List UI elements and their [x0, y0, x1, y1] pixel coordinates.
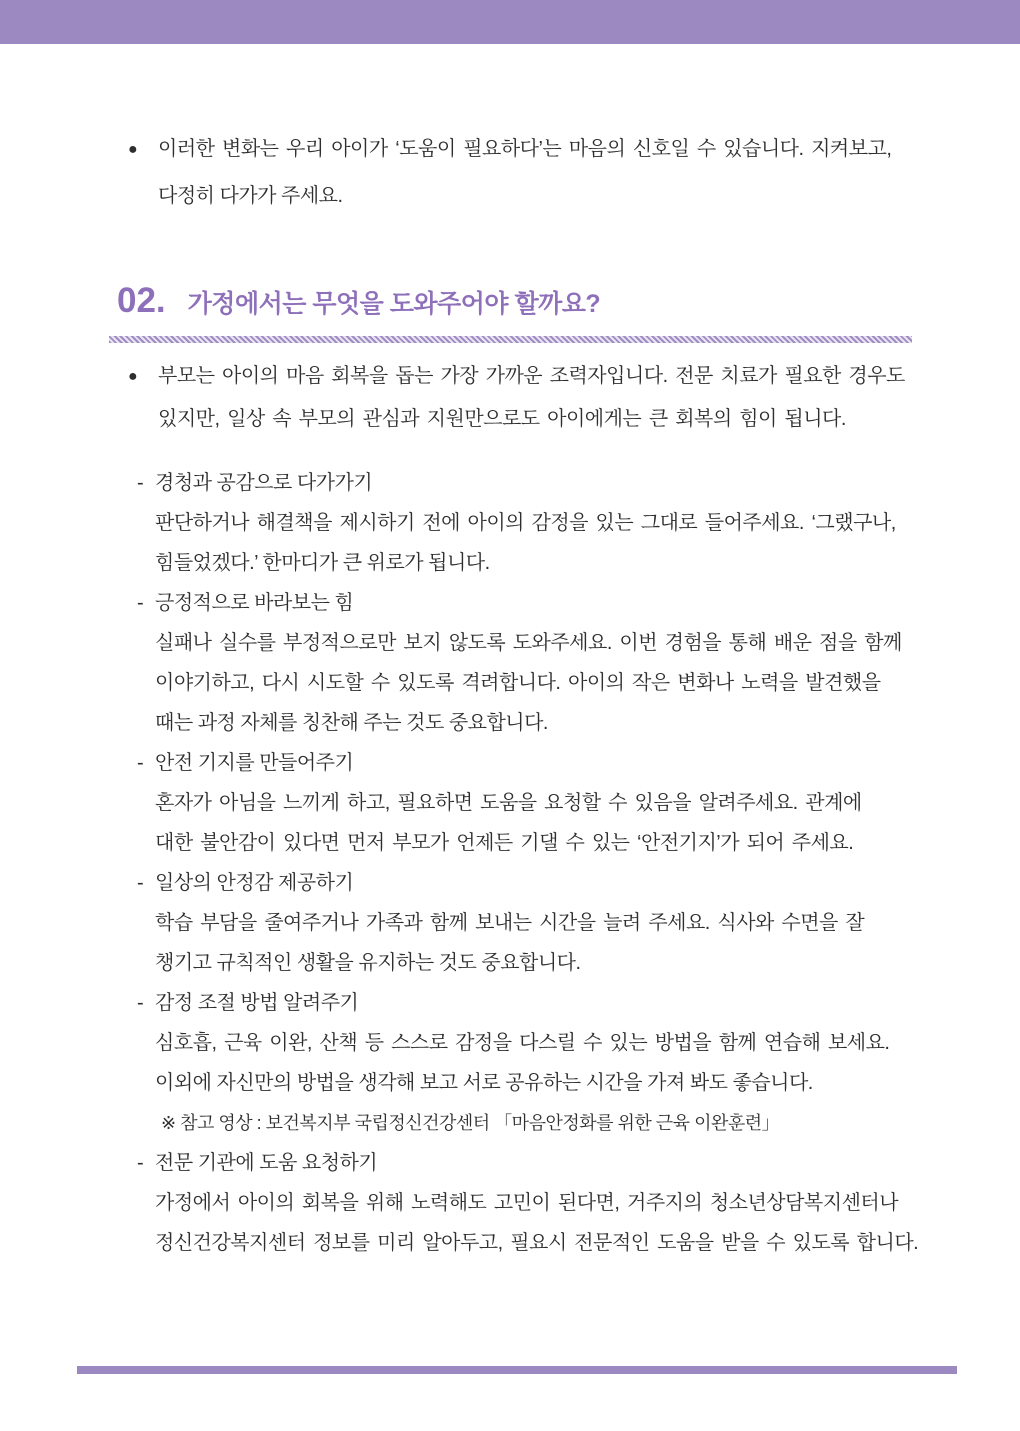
text-line: 챙기고 규칙적인 생활을 유지하는 것도 중요합니다. [155, 952, 581, 974]
top-accent-bar [0, 0, 1020, 44]
reference-note: ※ 참고 영상 : 보건복지부 국립정신건강센터 「마음안정화를 위한 근육 이완훈련」 [161, 1113, 780, 1133]
tip-title-text: 안전 기지를 만들어주기 [155, 752, 354, 774]
dash-icon: - [137, 472, 144, 494]
lead-text-line-2: 있지만, 일상 속 부모의 관심과 지원만으로도 아이에게는 큰 회복의 힘이 됩니다. [158, 408, 846, 430]
section-number: 02. [117, 281, 166, 320]
tip-title [137, 983, 918, 1023]
dash-icon: - [137, 872, 144, 894]
section-title: 가정에서는 무엇을 도와주어야 할까요? [187, 290, 601, 318]
bullet-icon: ● [128, 141, 138, 158]
intro-paragraph [128, 126, 891, 219]
tip-title-text: 전문 기관에 도움 요청하기 [155, 1152, 378, 1174]
text-line: 이외에 자신만의 방법을 생각해 보고 서로 공유하는 시간을 가져 봐도 좋습니다. [155, 1072, 813, 1094]
text-line: 판단하거나 해결책을 제시하기 전에 아이의 감정을 있는 그대로 들어주세요. ‘그랬구나, [155, 512, 896, 534]
text-line: 학습 부담을 줄여주거나 가족과 함께 보내는 시간을 늘려 주세요. 식사와 수면을 잘 [155, 912, 865, 934]
tip-title [137, 463, 918, 503]
dash-icon: - [137, 1152, 144, 1174]
lead-paragraph [128, 355, 905, 440]
text-line: 힘들었겠다.’ 한마디가 큰 위로가 됩니다. [155, 552, 490, 574]
tips-list [137, 463, 918, 1263]
text-line [128, 126, 891, 173]
text-line: 실패나 실수를 부정적으로만 보지 않도록 도와주세요. 이번 경험을 통해 배운 점을 함께 [155, 632, 902, 654]
text-line: 대한 불안감이 있다면 먼저 부모가 언제든 기댈 수 있는 ‘안전기지’가 되어 주세요. [155, 832, 854, 854]
bullet-icon: ● [128, 368, 138, 385]
section-underline [109, 336, 912, 343]
tip-title-text: 감정 조절 방법 알려주기 [155, 992, 359, 1014]
text-line: 가정에서 아이의 회복을 위해 노력해도 고민이 된다면, 거주지의 청소년상담복지센터나 [155, 1192, 899, 1214]
text-line [128, 355, 905, 398]
intro-text-line-1: 이러한 변화는 우리 아이가 ‘도움이 필요하다’는 마음의 신호일 수 있습니다. 지켜보고, [158, 138, 892, 160]
bottom-accent-rule [77, 1366, 957, 1374]
text-line: 이야기하고, 다시 시도할 수 있도록 격려합니다. 아이의 작은 변화나 노력을 발견했을 [155, 672, 881, 694]
tip-title [137, 1143, 918, 1183]
text-line: 심호흡, 근육 이완, 산책 등 스스로 감정을 다스릴 수 있는 방법을 함께 연습해 보세요. [155, 1032, 890, 1054]
section-heading [117, 281, 600, 321]
text-line: 때는 과정 자체를 칭찬해 주는 것도 중요합니다. [155, 712, 548, 734]
tip-title-text: 일상의 안정감 제공하기 [155, 872, 354, 894]
tip-title [137, 863, 918, 903]
dash-icon: - [137, 752, 144, 774]
tip-title-text: 긍정적으로 바라보는 힘 [155, 592, 354, 614]
lead-text-line-1: 부모는 아이의 마음 회복을 돕는 가장 가까운 조력자입니다. 전문 치료가 필요한 경우도 [158, 365, 905, 387]
dash-icon: - [137, 992, 144, 1014]
intro-text-line-2: 다정히 다가가 주세요. [158, 185, 343, 207]
tip-title [137, 583, 918, 623]
text-line: 혼자가 아님을 느끼게 하고, 필요하면 도움을 요청할 수 있음을 알려주세요. 관계에 [155, 792, 862, 814]
dash-icon: - [137, 592, 144, 614]
tip-title [137, 743, 918, 783]
tip-title-text: 경청과 공감으로 다가가기 [155, 472, 373, 494]
text-line: 정신건강복지센터 정보를 미리 알아두고, 필요시 전문적인 도움을 받을 수 있도록 합니다. [155, 1232, 919, 1254]
